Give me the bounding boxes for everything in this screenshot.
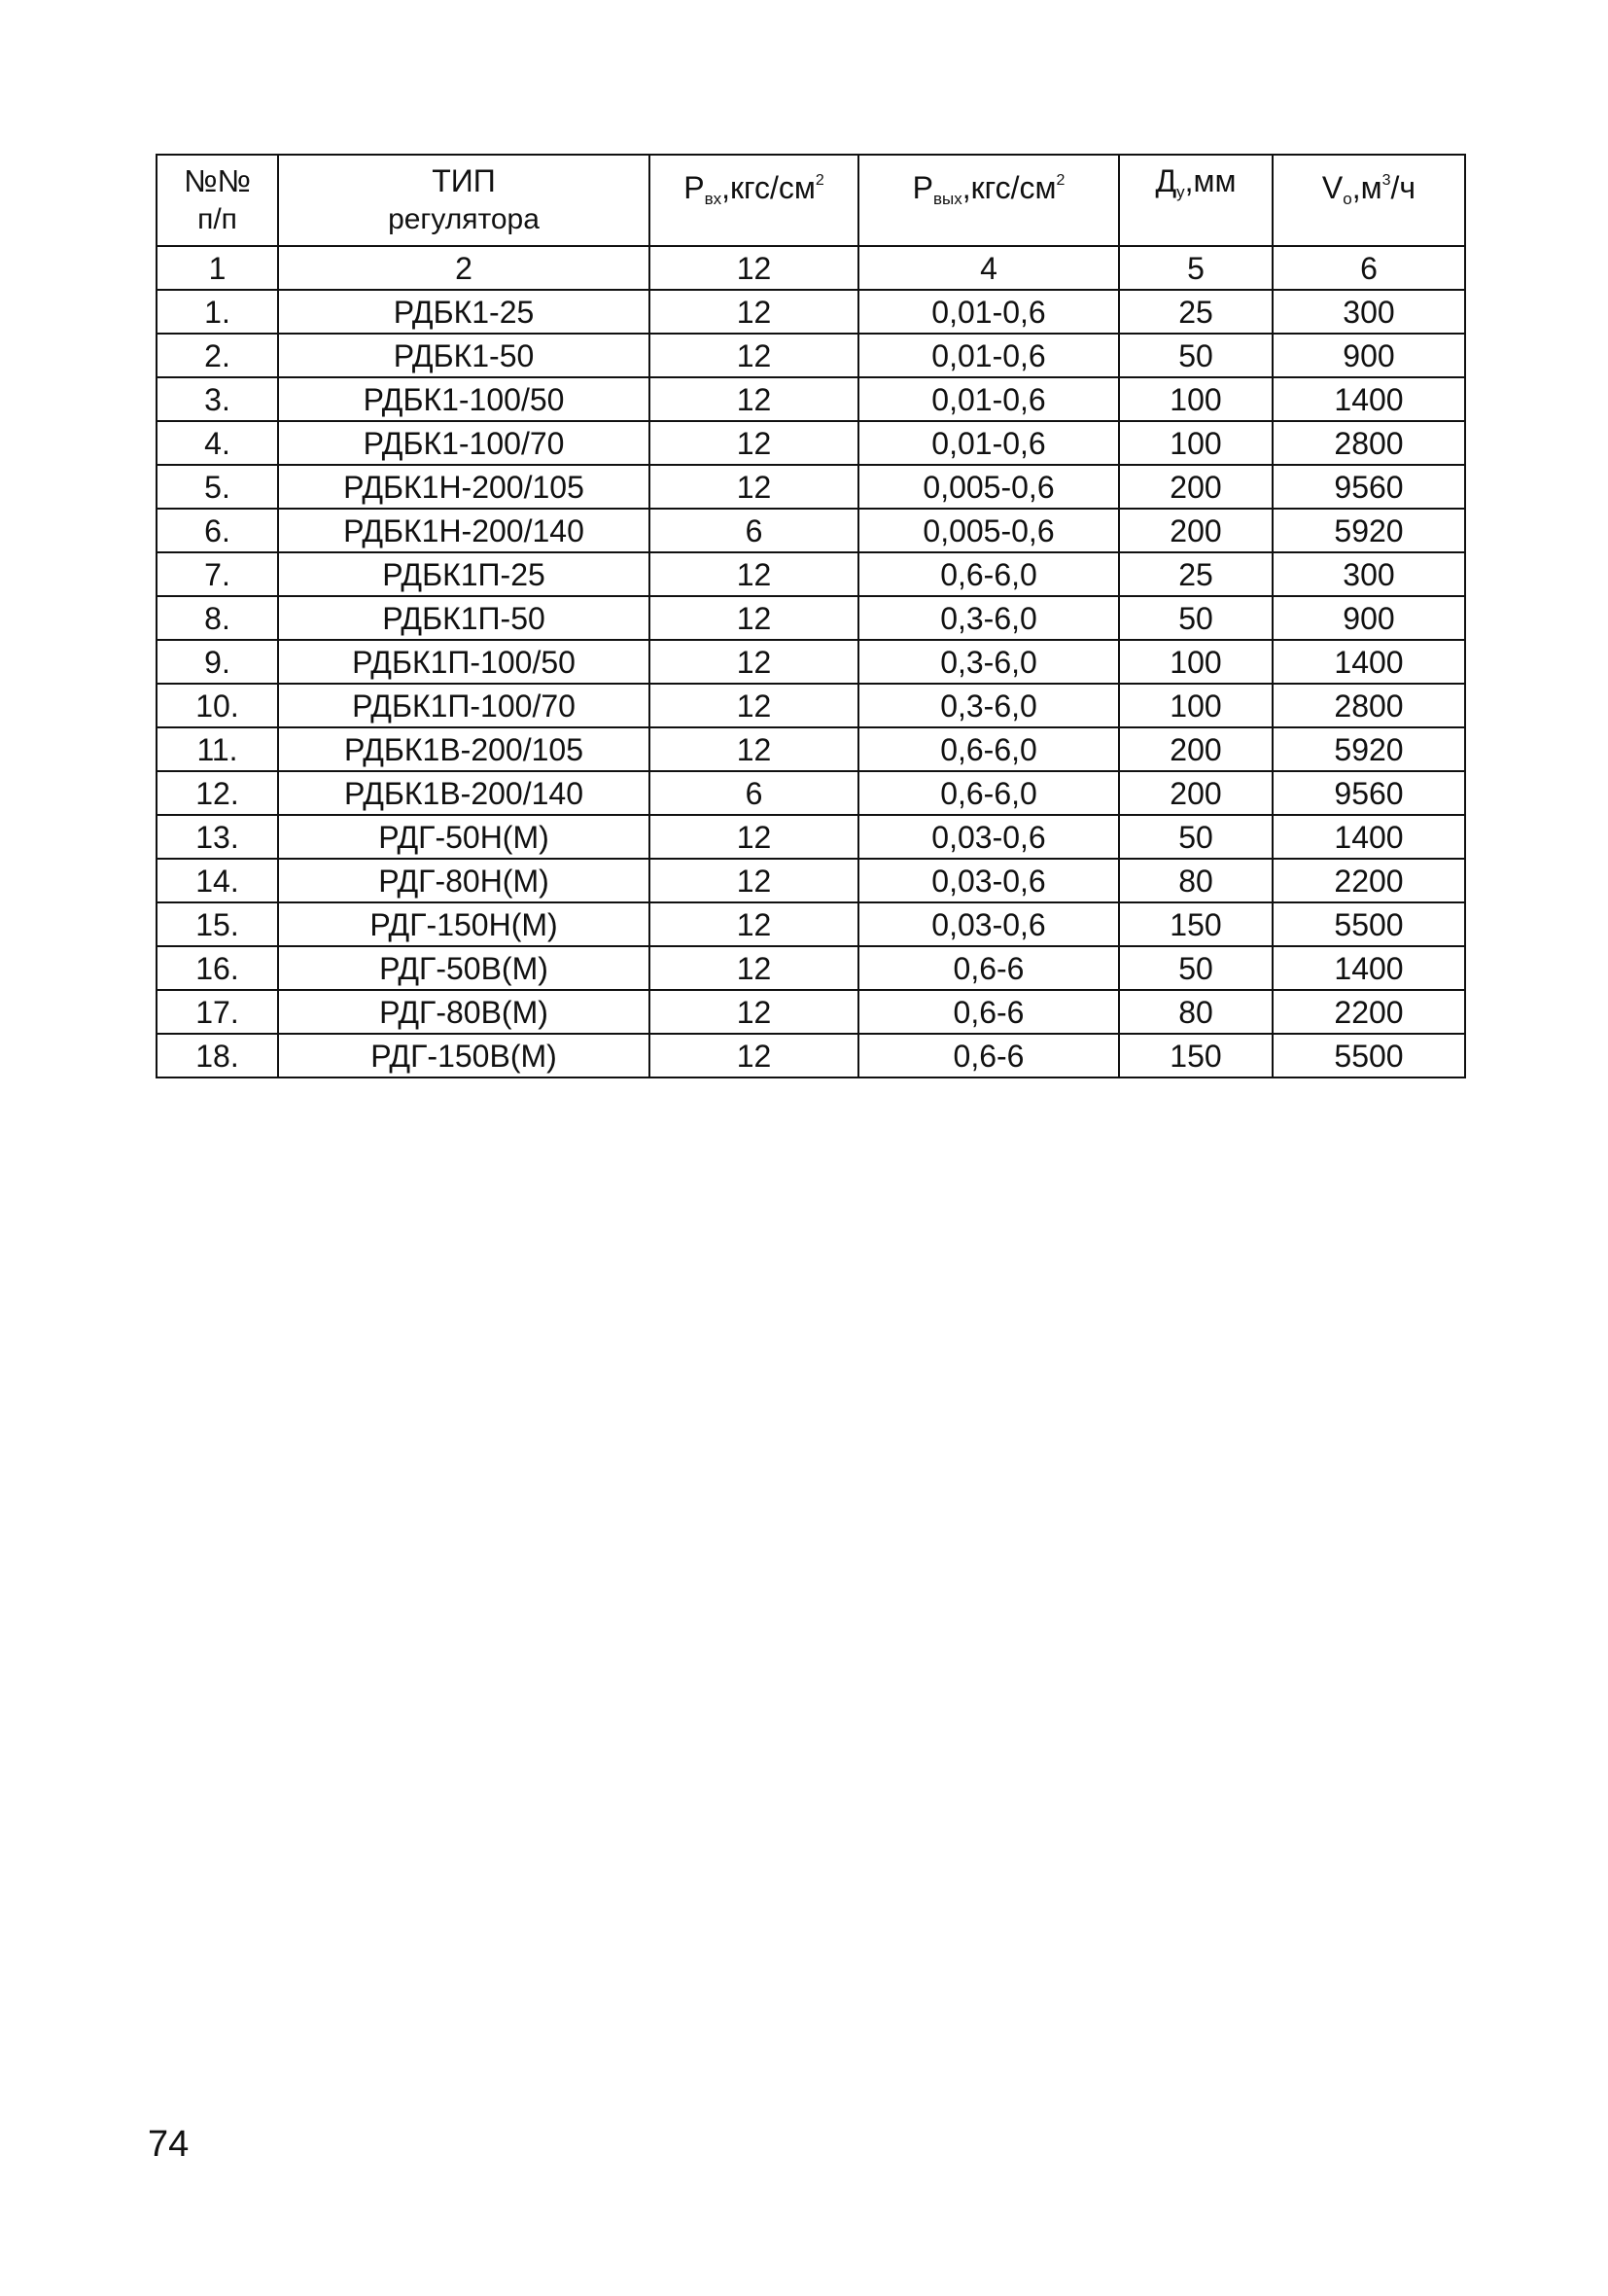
flow-capacity-cell: 1400 [1273, 640, 1465, 684]
flow-capacity-cell: 2200 [1273, 859, 1465, 902]
flow-capacity-cell: 1400 [1273, 815, 1465, 859]
table-body [157, 290, 1465, 1077]
table-row [157, 727, 1465, 771]
row-number-cell: 16. [157, 946, 278, 990]
regulator-type-cell: РДГ-50В(М) [278, 946, 649, 990]
row-number-cell: 14. [157, 859, 278, 902]
header-type: ТИП регулятора [278, 155, 649, 246]
row-number-cell: 10. [157, 684, 278, 727]
regulator-type-cell: РДГ-150Н(М) [278, 902, 649, 946]
inlet-pressure-cell: 12 [649, 377, 858, 421]
row-number-cell: 7. [157, 552, 278, 596]
nominal-diameter-cell: 80 [1119, 859, 1273, 902]
regulator-type-cell: РДГ-80Н(М) [278, 859, 649, 902]
regulator-type-cell: РДГ-50Н(М) [278, 815, 649, 859]
column-number: 6 [1273, 246, 1465, 290]
table-row [157, 421, 1465, 465]
inlet-pressure-cell: 12 [649, 1034, 858, 1077]
flow-capacity-cell: 5500 [1273, 902, 1465, 946]
regulator-type-cell: РДБК1В-200/105 [278, 727, 649, 771]
regulator-type-cell: РДБК1Н-200/105 [278, 465, 649, 509]
inlet-pressure-cell: 12 [649, 465, 858, 509]
row-number-cell: 11. [157, 727, 278, 771]
nominal-diameter-cell: 50 [1119, 815, 1273, 859]
column-number: 4 [858, 246, 1119, 290]
flow-capacity-cell: 300 [1273, 290, 1465, 334]
outlet-pressure-cell: 0,005-0,6 [858, 509, 1119, 552]
nominal-diameter-cell: 50 [1119, 334, 1273, 377]
regulator-type-cell: РДБК1-100/70 [278, 421, 649, 465]
regulator-type-cell: РДГ-150В(М) [278, 1034, 649, 1077]
outlet-pressure-cell: 0,01-0,6 [858, 377, 1119, 421]
nominal-diameter-cell: 80 [1119, 990, 1273, 1034]
nominal-diameter-cell: 200 [1119, 465, 1273, 509]
nominal-diameter-cell: 25 [1119, 290, 1273, 334]
row-number-cell: 8. [157, 596, 278, 640]
column-number: 1 [157, 246, 278, 290]
nominal-diameter-cell: 100 [1119, 377, 1273, 421]
header-row [157, 155, 1465, 246]
header-inlet-pressure: $P_{вх},кгс/см^2$ [649, 155, 858, 246]
regulator-type-cell: РДБК1-50 [278, 334, 649, 377]
table-row [157, 771, 1465, 815]
header-outlet-pressure: $P_{вых},кгс/см^2$ [858, 155, 1119, 246]
column-number-row [157, 246, 1465, 290]
regulator-type-cell: РДГ-80В(М) [278, 990, 649, 1034]
flow-capacity-cell: 2800 [1273, 421, 1465, 465]
outlet-pressure-cell: 0,03-0,6 [858, 902, 1119, 946]
outlet-pressure-cell: 0,03-0,6 [858, 859, 1119, 902]
nominal-diameter-cell: 100 [1119, 684, 1273, 727]
outlet-pressure-cell: 0,01-0,6 [858, 421, 1119, 465]
nominal-diameter-cell: 200 [1119, 509, 1273, 552]
flow-capacity-cell: 9560 [1273, 465, 1465, 509]
regulator-table [156, 154, 1466, 1078]
column-number: 5 [1119, 246, 1273, 290]
nominal-diameter-cell: 50 [1119, 596, 1273, 640]
table-row [157, 290, 1465, 334]
outlet-pressure-cell: 0,6-6 [858, 1034, 1119, 1077]
inlet-pressure-cell: 12 [649, 902, 858, 946]
flow-capacity-cell: 5500 [1273, 1034, 1465, 1077]
table-row [157, 859, 1465, 902]
outlet-pressure-cell: 0,6-6,0 [858, 771, 1119, 815]
flow-capacity-cell: 300 [1273, 552, 1465, 596]
flow-capacity-cell: 1400 [1273, 377, 1465, 421]
table-row [157, 596, 1465, 640]
table-row [157, 465, 1465, 509]
inlet-pressure-cell: 6 [649, 771, 858, 815]
inlet-pressure-cell: 12 [649, 552, 858, 596]
inlet-pressure-cell: 12 [649, 990, 858, 1034]
row-number-cell: 13. [157, 815, 278, 859]
row-number-cell: 17. [157, 990, 278, 1034]
column-number: 2 [278, 246, 649, 290]
regulator-type-cell: РДБК1Н-200/140 [278, 509, 649, 552]
row-number-cell: 4. [157, 421, 278, 465]
inlet-pressure-cell: 12 [649, 640, 858, 684]
row-number-cell: 9. [157, 640, 278, 684]
row-number-cell: 15. [157, 902, 278, 946]
table-row [157, 552, 1465, 596]
outlet-pressure-cell: 0,005-0,6 [858, 465, 1119, 509]
row-number-cell: 2. [157, 334, 278, 377]
table-row [157, 334, 1465, 377]
outlet-pressure-cell: 0,6-6 [858, 946, 1119, 990]
inlet-pressure-cell: 12 [649, 334, 858, 377]
flow-capacity-cell: 900 [1273, 334, 1465, 377]
nominal-diameter-cell: 25 [1119, 552, 1273, 596]
flow-capacity-cell: 2800 [1273, 684, 1465, 727]
regulator-type-cell: РДБК1В-200/140 [278, 771, 649, 815]
table-row [157, 946, 1465, 990]
outlet-pressure-cell: 0,6-6,0 [858, 552, 1119, 596]
outlet-pressure-cell: 0,01-0,6 [858, 334, 1119, 377]
table-row [157, 815, 1465, 859]
page-number: 74 [148, 2124, 190, 2165]
outlet-pressure-cell: 0,01-0,6 [858, 290, 1119, 334]
nominal-diameter-cell: 100 [1119, 421, 1273, 465]
nominal-diameter-cell: 200 [1119, 727, 1273, 771]
header-number: №№ п/п [157, 155, 278, 246]
row-number-cell: 3. [157, 377, 278, 421]
inlet-pressure-cell: 12 [649, 596, 858, 640]
inlet-pressure-cell: 6 [649, 509, 858, 552]
inlet-pressure-cell: 12 [649, 815, 858, 859]
nominal-diameter-cell: 150 [1119, 902, 1273, 946]
header-flow-capacity: $V_о,м^3/ч$ [1273, 155, 1465, 246]
inlet-pressure-cell: 12 [649, 684, 858, 727]
table-row [157, 509, 1465, 552]
inlet-pressure-cell: 12 [649, 727, 858, 771]
header-nominal-diameter: $Д_у,мм$ [1119, 155, 1273, 246]
outlet-pressure-cell: 0,3-6,0 [858, 596, 1119, 640]
regulator-type-cell: РДБК1П-50 [278, 596, 649, 640]
outlet-pressure-cell: 0,03-0,6 [858, 815, 1119, 859]
outlet-pressure-cell: 0,6-6 [858, 990, 1119, 1034]
inlet-pressure-cell: 12 [649, 859, 858, 902]
flow-capacity-cell: 5920 [1273, 727, 1465, 771]
flow-capacity-cell: 5920 [1273, 509, 1465, 552]
regulator-type-cell: РДБК1П-25 [278, 552, 649, 596]
table-row [157, 640, 1465, 684]
nominal-diameter-cell: 150 [1119, 1034, 1273, 1077]
regulator-type-cell: РДБК1-25 [278, 290, 649, 334]
outlet-pressure-cell: 0,3-6,0 [858, 640, 1119, 684]
regulator-type-cell: РДБК1П-100/70 [278, 684, 649, 727]
row-number-cell: 18. [157, 1034, 278, 1077]
inlet-pressure-cell: 12 [649, 946, 858, 990]
table-row [157, 684, 1465, 727]
row-number-cell: 6. [157, 509, 278, 552]
column-number: 12 [649, 246, 858, 290]
table-row [157, 377, 1465, 421]
nominal-diameter-cell: 50 [1119, 946, 1273, 990]
regulator-type-cell: РДБК1П-100/50 [278, 640, 649, 684]
outlet-pressure-cell: 0,3-6,0 [858, 684, 1119, 727]
nominal-diameter-cell: 100 [1119, 640, 1273, 684]
row-number-cell: 12. [157, 771, 278, 815]
row-number-cell: 5. [157, 465, 278, 509]
flow-capacity-cell: 1400 [1273, 946, 1465, 990]
inlet-pressure-cell: 12 [649, 290, 858, 334]
flow-capacity-cell: 900 [1273, 596, 1465, 640]
flow-capacity-cell: 9560 [1273, 771, 1465, 815]
regulator-type-cell: РДБК1-100/50 [278, 377, 649, 421]
row-number-cell: 1. [157, 290, 278, 334]
inlet-pressure-cell: 12 [649, 421, 858, 465]
outlet-pressure-cell: 0,6-6,0 [858, 727, 1119, 771]
table-row [157, 902, 1465, 946]
nominal-diameter-cell: 200 [1119, 771, 1273, 815]
flow-capacity-cell: 2200 [1273, 990, 1465, 1034]
table-row [157, 1034, 1465, 1077]
table-row [157, 990, 1465, 1034]
